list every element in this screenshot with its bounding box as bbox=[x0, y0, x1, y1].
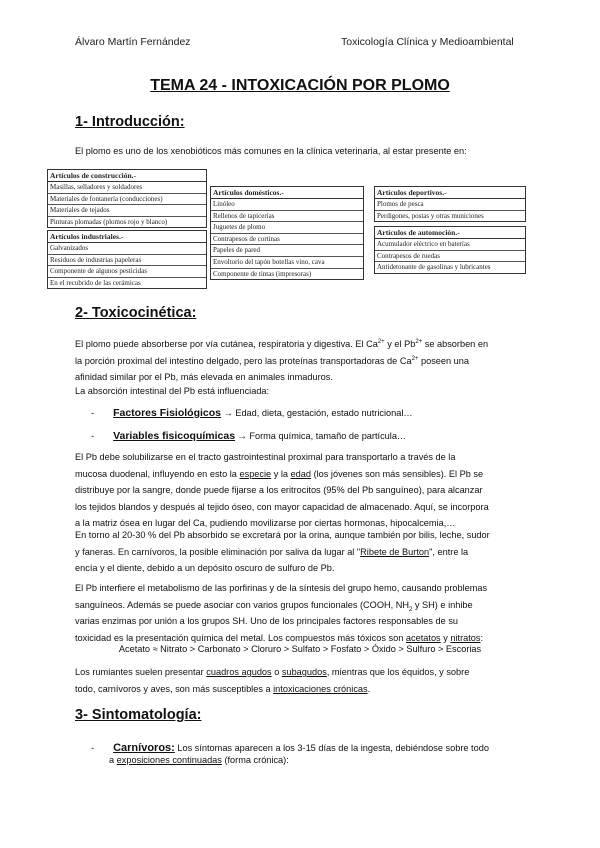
table-row: Pinturas plomadas (plomos rojo y blanco) bbox=[50, 217, 168, 226]
table-row: Contrapesos de cortinas bbox=[211, 234, 363, 246]
table-row: Galvanizados bbox=[48, 243, 206, 255]
table-row: Perdigones, postas y otras municiones bbox=[377, 211, 484, 220]
table-title: Artículos deportivos.- bbox=[375, 187, 525, 199]
table-row: Antidetonante de gasolinas y lubricantes bbox=[377, 263, 491, 272]
carnivoros-continuation: a exposiciones continuadas (forma crónica): bbox=[109, 755, 289, 765]
paragraph-excrecion: En torno al 20-30 % del Pb absorbido se excretará por la orina, aunque también por bilis, leche, sudor y faneras. En carnívoros, la posible eliminación por saliva da lugar al "Ribete de Burton", entre la encía y el diente, debido a un depósito oscuro de sulfuro de Pb. bbox=[75, 530, 490, 574]
page-title: TEMA 24 - INTOXICACIÓN POR PLOMO bbox=[150, 77, 450, 94]
table-row: Componente de tintas (impresoras) bbox=[213, 269, 312, 278]
table-row: Linóleo bbox=[211, 199, 363, 211]
toxicity-order: Acetato ≈ Nitrato > Carbonato > Cloruro > Sulfato > Fosfato > Óxido > Sulfuro > Escorias bbox=[118, 644, 482, 654]
table-row: En el recubrido de las cerámicas bbox=[50, 278, 141, 287]
table-row: Materiales de tejados bbox=[48, 205, 206, 217]
bullet-factores-fisiologicos: - Factores Fisiológicos → Edad, dieta, gestación, estado nutricional… bbox=[91, 407, 413, 419]
table-row: Papeles de pared bbox=[211, 245, 363, 257]
section-heading-toxicocinetica: 2- Toxicocinética: bbox=[75, 305, 197, 321]
intro-paragraph: El plomo es uno de los xenobióticos más comunes en la clínica veterinaria, al estar presente en: bbox=[75, 146, 467, 156]
table-row: Envoltorio del tapón botellas vino, cava bbox=[211, 257, 363, 269]
table-row: Plomos de pesca bbox=[375, 199, 525, 211]
table-title: Artículos de automoción.- bbox=[375, 227, 525, 239]
table-title: Artículos industriales.- bbox=[48, 231, 206, 243]
paragraph-distribucion: El Pb debe solubilizarse en el tracto gastrointestinal proximal para transportarlo a través de la mucosa duodenal, influyendo en esto la especie y la edad (los jóvenes son más sensibles). El Pb se distribuye por la sangre, donde puede fijarse a los eritrocitos (95% del Pb sanguíneo), para alcanzar los tejidos blandos y después al tejido óseo, con mayor capacidad de almacenado. Aquí, se incorpora a la matriz ósea en lugar del Ca, pudiendo movilizarse por ciertas hormonas, hipocalcemia,… bbox=[75, 452, 489, 529]
table-row: Rellenos de tapicerías bbox=[211, 211, 363, 223]
table-row: Masillas, selladores y soldadores bbox=[48, 182, 206, 194]
bullet-variables-fisicoquimicas: - Variables fisicoquímicas → Forma química, tamaño de partícula… bbox=[91, 430, 407, 442]
paragraph-metabolismo: El Pb interfiere el metabolismo de las porfirinas y de la síntesis del grupo hemo, causando problemas sanguíneos. Además se puede asociar con varios grupos funcionales (COOH, $NH_2$ y SH) e inhibe varias enzimas por unión a los grupos SH. Uno de los principales factores responsables de su toxicidad es la presentación química del metal. Los compuestos más tóxicos son acetatos y nitratos: bbox=[75, 583, 488, 643]
table-row: Materiales de fontanería (conducciones) bbox=[48, 194, 206, 206]
paragraph-rumiantes: Los rumiantes suelen presentar cuadros agudos o subagudos, mientras que los équidos, y sobre todo, carnívoros y aves, son más susceptibles a intoxicaciones crónicas. bbox=[75, 667, 470, 694]
table-row: Acumulador eléctrico en baterías bbox=[375, 239, 525, 251]
header-course: Toxicología Clínica y Medioambiental bbox=[341, 36, 514, 48]
bullet-carnivoros: - Carnívoros: Los síntomas aparecen a los 3-15 días de la ingesta, debiéndose sobre todo bbox=[91, 742, 489, 754]
table-title: Artículos de construcción.- bbox=[48, 170, 206, 182]
paragraph-influenciada: La absorción intestinal del Pb está influenciada: bbox=[75, 386, 270, 396]
section-heading-sintomatologia: 3- Sintomatología: bbox=[75, 707, 202, 723]
table-row: Componente de algunos pesticidas bbox=[48, 266, 206, 278]
table-deportivos bbox=[374, 186, 526, 222]
table-row: Residuos de industrias papeleras bbox=[48, 255, 206, 267]
table-row: Juguetes de plomo bbox=[211, 222, 363, 234]
table-industriales bbox=[47, 230, 207, 289]
table-automocion bbox=[374, 226, 526, 274]
section-heading-introduccion: 1- Introducción: bbox=[75, 114, 185, 130]
table-title: Artículos domésticos.- bbox=[211, 187, 363, 199]
table-row: Contrapesos de ruedas bbox=[375, 251, 525, 263]
paragraph-absorcion: El plomo puede absorberse por vía cutánea, respiratoria y digestiva. El $Ca^{2+}$ y el $Pb^{2+}$ se absorben en la porción proximal del intestino delgado, pero las proteínas transportadoras de $Ca^{2+}$ poseen una afinidad similar por el Pb, más elevada en animales inmaduros. bbox=[75, 338, 489, 383]
header-author: Álvaro Martín Fernández bbox=[75, 36, 191, 48]
table-domesticos bbox=[210, 186, 364, 280]
table-construccion bbox=[47, 169, 207, 228]
